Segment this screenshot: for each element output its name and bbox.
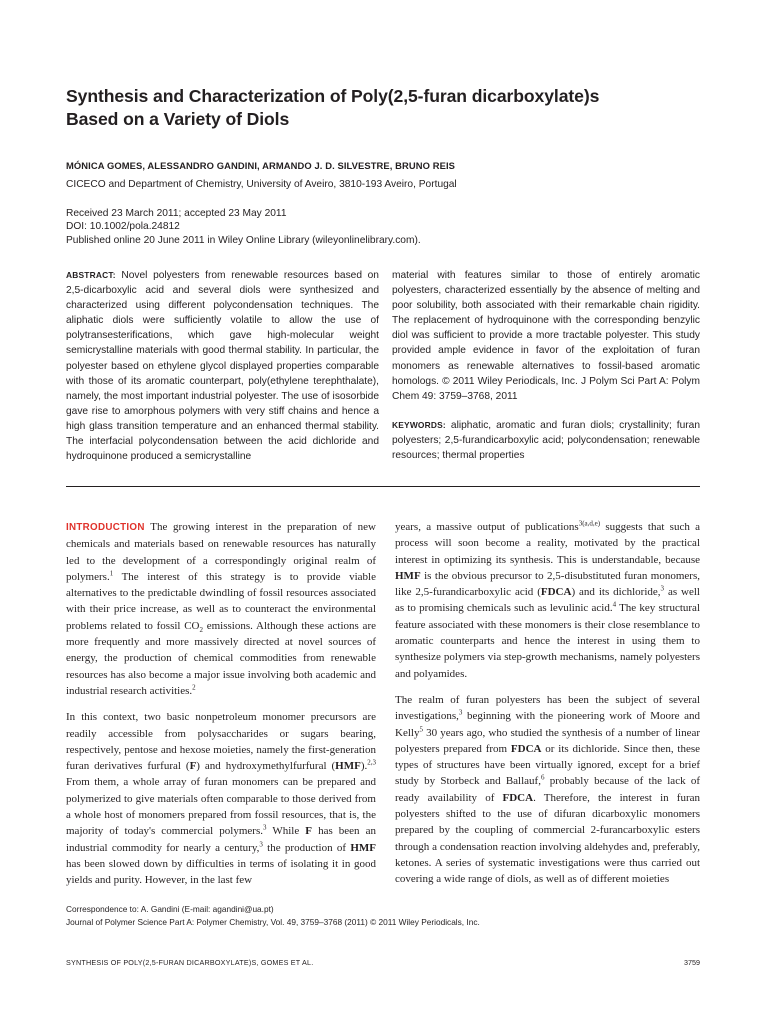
title-line-2: Based on a Variety of Diols xyxy=(66,108,290,129)
title-line-1: Synthesis and Characterization of Poly(2,5-furan dicarboxylate)s xyxy=(66,86,600,106)
footnote xyxy=(66,903,480,928)
body-paragraph: years, a massive output of publications$^{3(a,d,e)}$ suggests that such a process will soon become a reality, motivated by the practical interest in optimizing its synthesis. This is understandable, because HMF is the obvious precursor to 2,5-disubstituted furan monomers, like 2,5-furandicarboxylic acid (FDCA) and its dichloride,$^3$ as well as to promising chemicals such as levulinic acid.$^4$ The key structural feature associated with these monomers is their close resemblance to aromatic counterparts and hence the interest in using them to synthesize polymers via step-growth mechanisms, namely polyesters and polyamides. xyxy=(395,519,701,680)
body-paragraph: In this context, two basic nonpetroleum monomer precursors are readily accessible from polysaccharides or sugars bearing, respectively, pentose and hexose moieties, namely the first-generation furan derivatives furfural (F) and hydroxymethylfurfural (HMF).$^{2,3}$ From them, a whole array of furan monomers can be prepared and polymerized to give materials often comparable to those derived from a whole host of monomers prepared from fossil resources, that is, the majority of today's commercial polymers.$^3$ While F has been an industrial commodity for nearly a century,$^3$ the production of HMF has been slowed down by difficulties in terms of isolating it in good yields and purity. However, in the last few xyxy=(66,711,377,887)
correspondence: Correspondence to: A. Gandini (E-mail: agandini@ua.pt) xyxy=(66,904,274,914)
author-list: MÓNICA GOMES, ALESSANDRO GANDINI, ARMANDO J. D. SILVESTRE, BRUNO REIS xyxy=(66,160,456,171)
abstract-right-column xyxy=(392,268,700,463)
keywords-label: KEYWORDS: xyxy=(392,419,446,430)
published-date: Published online 20 June 2011 in Wiley Online Library (wileyonlinelibrary.com). xyxy=(66,234,421,246)
abstract-text-left: Novel polyesters from renewable resources based on 2,5-dicarboxylic acid and several diols were synthesized and characterized using different polycondensation techniques. The aliphatic diols were sufficiently volatile to allow the use of polytransesterifications, which gave high-molecular weight semicrystalline materials with good thermal stability. In particular, the polyester based on ethylene glycol displayed properties comparable with those of its aromatic counterpart, poly(ethylene terephthalate), namely, the most important industrial polyester. The use of isosorbide gave rise to amorphous polymers with very stiff chains and hence a high glass transition temperature and an enhanced thermal stability. The interfacial polycondensation between the acid dichloride and hydroquinone produced a semicrystalline xyxy=(66,270,379,463)
section-divider xyxy=(66,486,700,487)
keywords-text: aliphatic, aromatic and furan diols; crystallinity; furan polyesters; 2,5-furandicarboxylic acid; polycondensation; renewable resources; thermal properties xyxy=(392,419,700,462)
body-paragraph: INTRODUCTION The growing interest in the preparation of new chemicals and materials based on renewable resources has naturally led to the development of a correspondingly original realm of polymers.$^1$ The interest of this strategy is to provide viable alternatives to the predictable dwindling of fossil resources associated with their price increase, as well as to counteract the environmental problems related to fossil $CO_2$ emissions. Although these actions are more frequently and more massively directed at novel sources of energy, the production of chemical commodities from renewable resources has also become a major issue involving both academic and industrial research activities.$^2$ xyxy=(66,521,376,697)
body-right-column xyxy=(395,519,700,898)
abstract-left-column xyxy=(66,268,379,464)
abstract-text-right: material with features similar to those of entirely aromatic polyesters, characterized essentially by the absence of melting and poor solubility, both associated with their remarkable chain rigidity. The replacement of hydroquinone with the corresponding benzylic diol was sufficient to provide a more tractable polyester. This study provided ample evidence in favor of the exploitation of furan monomers as renewable alternatives to fossil-based aromatic homologs. © 2011 Wiley Periodicals, Inc. J Polym Sci Part A: Polym Chem 49: 3759–3768, 2011 xyxy=(392,270,700,402)
body-paragraph: The realm of furan polyesters has been the subject of several investigations,$^3$ beginning with the pioneering work of Moore and Kelly$^5$ 30 years ago, who studied the synthesis of a number of linear polyesters prepared from FDCA or its dichloride. Since then, these types of structures have been virtually ignored, except for a brief study by Storbeck and Ballauf,$^6$ probably because of the lack of ready availability of FDCA. Therefore, the interest in furan polyesters shifted to the use of difuran dicarboxylic monomers prepared by the coupling of commercial 2-furancarboxylic esters through a condensation reaction involving aldehydes and, preferably, ketones. A series of systematic investigations were thus carried out covering a wide range of diols, as well as of different moieties xyxy=(395,693,700,886)
doi[interactable]: DOI: 10.1002/pola.24812 xyxy=(66,221,180,233)
running-title: SYNTHESIS OF POLY(2,5-FURAN DICARBOXYLATE)S, GOMES ET AL. xyxy=(66,958,314,967)
keywords-block xyxy=(392,418,700,463)
article-title xyxy=(66,85,706,130)
abstract-label: ABSTRACT: xyxy=(66,270,116,280)
received-date: Received 23 March 2011; accepted 23 May 2011 xyxy=(66,208,287,219)
introduction-heading: INTRODUCTION xyxy=(66,522,145,533)
publication-dates xyxy=(66,207,421,247)
page-number: 3759 xyxy=(684,958,700,967)
affiliation: CICECO and Department of Chemistry, University of Aveiro, 3810-193 Aveiro, Portugal xyxy=(66,179,457,190)
body-left-column xyxy=(66,519,376,899)
journal-citation: Journal of Polymer Science Part A: Polymer Chemistry, Vol. 49, 3759–3768 (2011) © 2011 Wiley Periodicals, Inc. xyxy=(66,916,480,927)
